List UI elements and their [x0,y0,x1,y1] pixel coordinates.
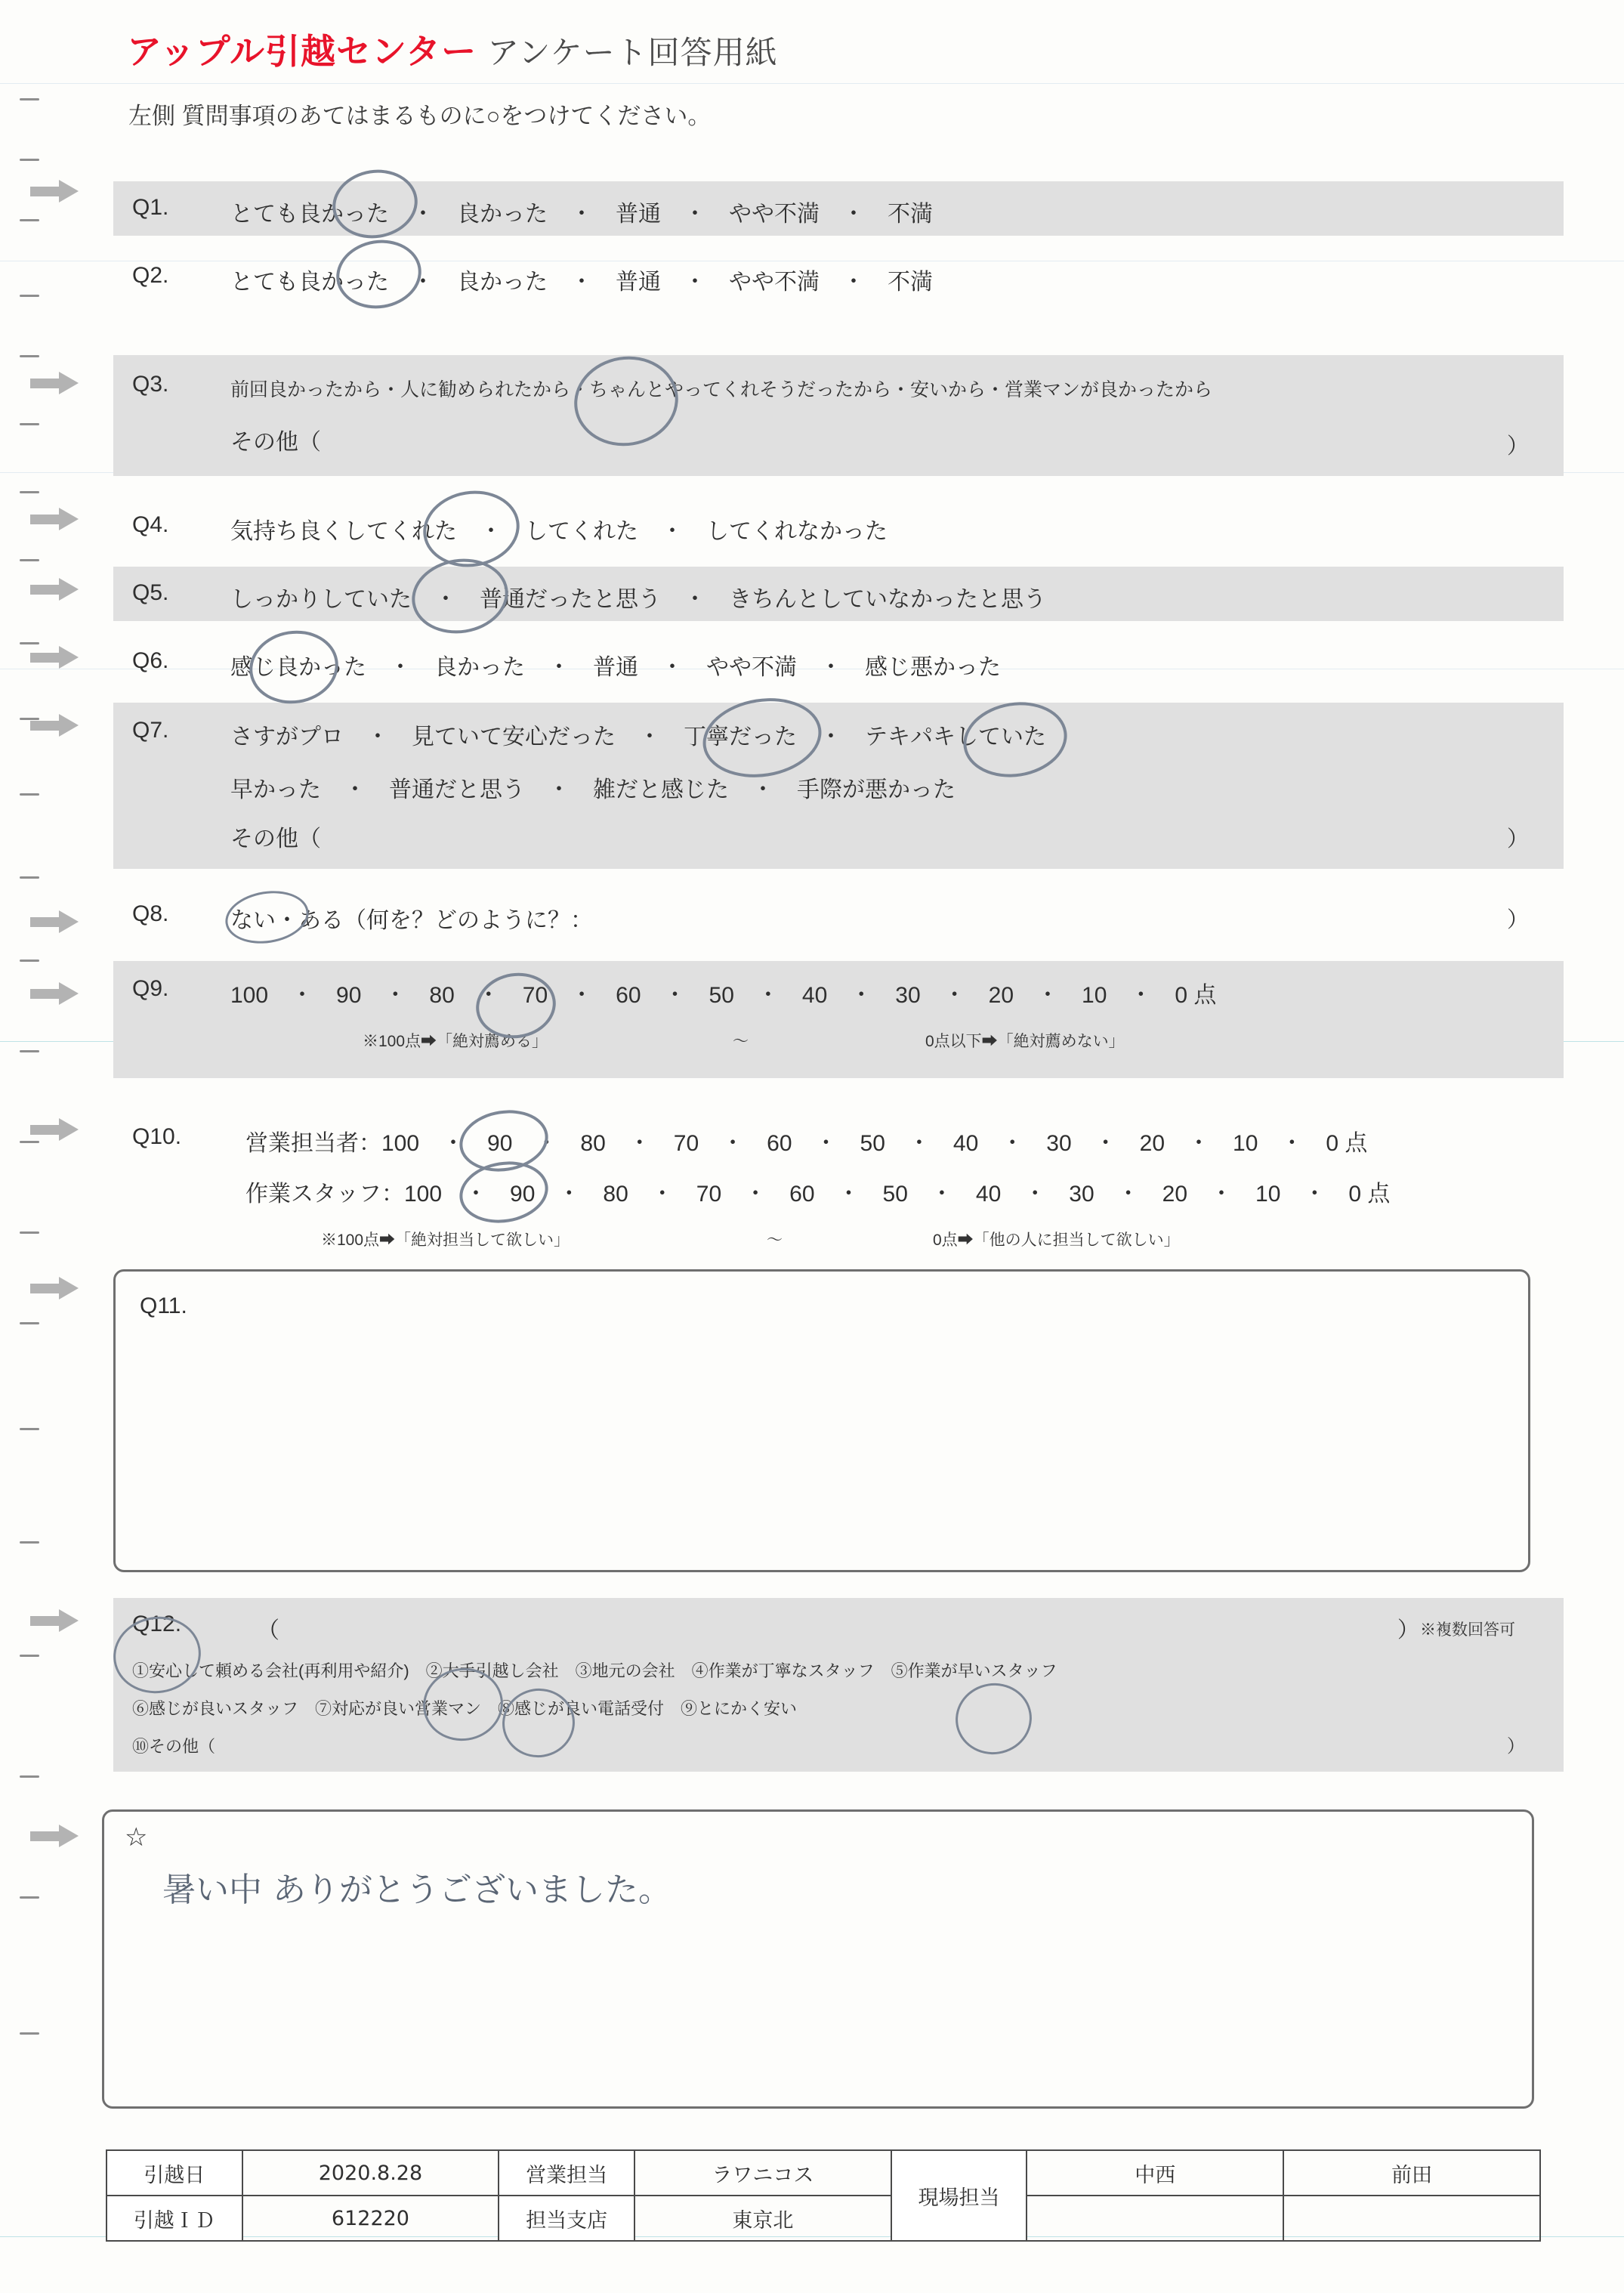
site-staff-label: 現場担当 [891,2150,1027,2241]
q11-answer-box[interactable] [113,1269,1530,1572]
site-staff-value-1: 中西 [1027,2150,1283,2196]
q12-multi-note: ※複数回答可 [1420,1621,1515,1639]
page-title [127,24,778,74]
scan-line [0,83,1624,84]
arrow-icon [30,372,83,394]
q7-label: Q7. [132,718,169,743]
q12-options-line3: ⑩その他（ [132,1737,216,1756]
arrow-icon [30,982,83,1005]
q5-label: Q5. [132,580,169,605]
arrow-icon [30,180,83,202]
branch-value: 東京北 [634,2196,891,2241]
q9-note-right: 0点以下➡「絶対薦めない」 [925,1033,1125,1050]
q8-close: ） [1507,908,1530,932]
arrow-icon [30,508,83,530]
q3-other-close: ） [1507,434,1530,459]
q12-close-paren: ） [1397,1618,1420,1642]
q8-options: ない・ある（何を？どのように？： [230,908,593,933]
q7-other-label: その他（ [230,827,321,851]
arrow-icon [30,1277,83,1299]
q9-scale: 100 ・ 90 ・ 80 ・ 70 ・ 60 ・ 50 ・ 40 ・ 30 ・ 20 ・ 10 ・ 0 点 [230,983,1217,1008]
question-row-q9 [113,961,1564,1078]
free-comment-box[interactable] [102,1809,1534,2109]
q2-options: とても良かった ・ 良かった ・ 普通 ・ やや不満 ・ 不満 [230,270,933,295]
q10-label: Q10. [132,1124,182,1149]
q10-note-left: ※100点➡「絶対担当して欲しい」 [321,1231,570,1249]
move-date-value: 2020.8.28 [242,2150,499,2196]
site-staff-empty-2 [1283,2196,1540,2241]
question-row-q7 [113,703,1564,869]
q8-label: Q8. [132,901,169,926]
q12-options-line2: ⑥感じが良いスタッフ ⑦対応が良い営業マン ⑧感じが良い電話受付 ⑨とにかく安い [132,1699,798,1718]
arrow-icon [30,714,83,737]
handwritten-comment: 暑い中 ありがとうございました。 [162,1871,672,1909]
arrow-icon [30,646,83,669]
q12-open-paren: （ [257,1618,279,1643]
q7-options-line1: さすがプロ ・ 見ていて安心だった ・ 丁寧だった ・ テキパキしていた [230,725,1046,749]
q3-other-label: その他（ [230,430,321,455]
footer-table [106,2149,1541,2242]
question-row-q10 [113,1111,1564,1250]
q2-label: Q2. [132,263,169,288]
circle-mark-q5 [406,552,514,641]
q12-options-line1: ①安心して頼める会社(再利用や紹介) ②大手引越し会社 ③地元の会社 ④作業が丁寧なスタッフ ⑤作業が早いスタッフ [132,1661,1057,1680]
site-staff-empty-1 [1027,2196,1283,2241]
q6-options: 感じ良かった ・ 良かった ・ 普通 ・ やや不満 ・ 感じ悪かった [230,655,1001,680]
q4-options: 気持ち良くしてくれた ・ してくれた ・ してくれなかった [230,519,888,544]
arrow-icon [30,578,83,601]
arrow-icon [30,910,83,933]
q1-label: Q1. [132,195,169,220]
q10-note-mid: 〜 [767,1231,783,1249]
q11-label: Q11. [140,1293,187,1318]
table-row [107,2150,1540,2196]
q4-label: Q4. [132,512,169,537]
q10-staff-scale: 作業スタッフ：100 ・ 90 ・ 80 ・ 70 ・ 60 ・ 50 ・ 40 ・ 30 ・ 20 ・ 10 ・ 0 点 [245,1182,1391,1207]
q7-options-line2: 早かった ・ 普通だと思う ・ 雑だと感じた ・ 手際が悪かった [230,777,956,802]
sales-rep-label: 営業担当 [499,2150,634,2196]
move-id-value: 612220 [242,2196,499,2241]
move-date-label: 引越日 [107,2150,242,2196]
question-row-q2 [113,249,1564,304]
q5-options: しっかりしていた ・ 普通だったと思う ・ きちんとしていなかったと思う [230,587,1046,612]
question-row-q3 [113,355,1564,476]
q10-sales-scale: 営業担当者：100 ・ 90 ・ 80 ・ 70 ・ 60 ・ 50 ・ 40 ・ 30 ・ 20 ・ 10 ・ 0 点 [245,1131,1368,1156]
site-staff-value-2: 前田 [1283,2150,1540,2196]
q1-options: とても良かった ・ 良かった ・ 普通 ・ やや不満 ・ 不満 [230,202,933,227]
q7-other-close: ） [1507,827,1530,851]
q12-other-close: ） [1507,1736,1525,1757]
question-row-q5 [113,567,1564,621]
q12-label: Q12. [132,1612,182,1636]
question-row-q1 [113,181,1564,236]
q9-label: Q9. [132,976,169,1001]
brand-name: アップル引越センター [127,32,477,71]
arrow-icon [30,1825,83,1847]
q9-note-left: ※100点➡「絶対薦める」 [363,1033,548,1050]
question-row-q4 [113,499,1564,553]
q6-label: Q6. [132,648,169,673]
sales-rep-value: ラワニコス [634,2150,891,2196]
q9-note-mid: 〜 [733,1033,749,1050]
q10-note-right: 0点➡「他の人に担当して欲しい」 [933,1231,1180,1249]
arrow-icon [30,1609,83,1632]
form-title: アンケート回答用紙 [487,35,778,70]
move-id-label: 引越ＩＤ [107,2196,242,2241]
star-icon: ☆ [125,1823,148,1852]
question-row-q8 [113,888,1564,944]
instruction-text: 左側 質問事項のあてはまるものに○をつけてください。 [128,103,712,129]
arrow-icon [30,1118,83,1141]
branch-label: 担当支店 [499,2196,634,2241]
q3-options: 前回良かったから・人に勧められたから・ちゃんとやってくれそうだったから・安いから・営業マンが良かったから [230,379,1213,400]
question-row-q12 [113,1598,1564,1772]
table-row [107,2196,1540,2241]
q3-label: Q3. [132,372,169,397]
